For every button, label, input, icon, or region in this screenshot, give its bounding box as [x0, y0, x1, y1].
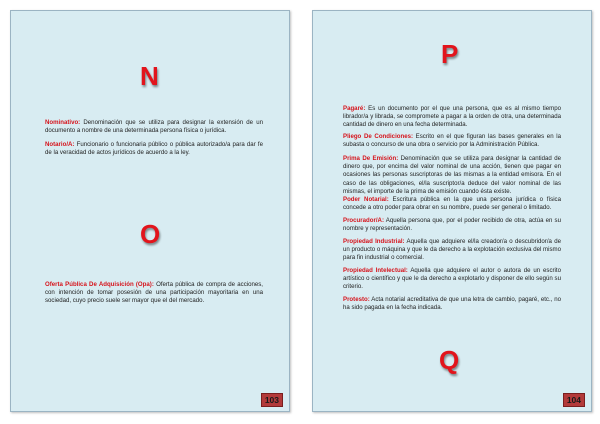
glossary-entry-poder-notarial [343, 196, 561, 212]
glossary-entry-propiedad-industrial [343, 238, 561, 263]
page-number: 104 [563, 393, 585, 407]
entry-definition: Acta notarial acreditativa de que una letra de cambio, pagaré, etc., no ha sido pagada en la fecha indicada. [343, 296, 561, 312]
section-letter-q: Q [439, 345, 460, 375]
glossary-entry-nominativo [45, 119, 263, 135]
left-page [10, 10, 290, 412]
glossary-entry-pliego [343, 133, 561, 149]
entry-term: Pliego De Condiciones: [343, 133, 414, 140]
entry-term: Notario/A: [45, 141, 75, 148]
glossary-entry-prima [343, 155, 561, 196]
glossary-entry-protesto [343, 296, 561, 312]
section-letter-n: N [140, 61, 159, 91]
glossary-entry-pagare [343, 105, 561, 130]
section-letter-p: P [441, 39, 459, 69]
page-number: 103 [261, 393, 283, 407]
entry-term: Propiedad Intelectual: [343, 267, 408, 274]
entry-definition: Escritura pública en la que una persona jurídica o física concede a otro poder para obrar en su nombre, puede ser general o limitado. [343, 196, 561, 212]
entry-term: Prima De Emisión: [343, 155, 399, 162]
entry-term: Protesto: [343, 296, 370, 303]
glossary-entry-opa [45, 281, 263, 306]
entry-definition: Escrito en el que figuran las bases generales en la subasta o concurso de una obra o servicio por la Administración Pública. [343, 133, 561, 149]
glossary-entry-procurador [343, 217, 561, 233]
right-page [312, 10, 592, 412]
entry-definition: Aquella que adquiere el/la creador/a o descubridor/a de un producto o máquina y que le da derecho a la explotación exclusiva del mismo para fin industrial o comercial. [343, 238, 561, 262]
entry-definition: Oferta pública de compra de acciones, con intención de tomar posesión de una participación mayoritaria en una sociedad, cuyo precio suele ser mayor que el del mercado. [45, 281, 264, 305]
entry-definition: Es un documento por el que una persona, que es al mismo tiempo librador/a y librada, se compromete a pagar a la orden de otra, una determinada cantidad de dinero en una fecha determinada. [343, 105, 561, 129]
glossary-entry-notario [45, 141, 263, 157]
glossary-entry-propiedad-intelectual [343, 267, 561, 292]
entry-term: Propiedad Industrial: [343, 238, 405, 245]
entry-definition: Funcionario o funcionaria público o pública autorizado/a para dar fe de la veracidad de actos jurídicos de acuerdo a la ley. [45, 141, 263, 157]
entry-definition: Aquella persona que, por el poder recibido de otra, actúa en su nombre y representación. [343, 217, 561, 233]
entry-definition: Aquella que adquiere el autor o autora de un escrito artístico o científico y que le da derecho a explotarlo y disponer de ello según su criterio. [343, 267, 561, 291]
entry-definition: Denominación que se utiliza para designar la cantidad de dinero que, por encima del valor nominal de una acción, tienen que pagar en ocasiones las personas suscriptoras de las mismas a la entidad emisora. En el caso de las obligaciones, el/la suscriptor/a deduce del valor nominal de las mismas, el importe de la prima de emisión cuando ésta existe. [343, 155, 561, 195]
entry-term: Pagaré: [343, 105, 366, 112]
entry-term: Nominativo: [45, 119, 81, 126]
entry-term: Poder Notarial: [343, 196, 389, 203]
entry-definition: Denominación que se utiliza para designar la extensión de un documento a nombre de una determinada persona física o jurídica. [45, 119, 263, 135]
entry-term: Procurador/A: [343, 217, 384, 224]
entry-term: Oferta Pública De Adquisición (Opa): [45, 281, 154, 288]
section-letter-o: O [140, 219, 161, 249]
